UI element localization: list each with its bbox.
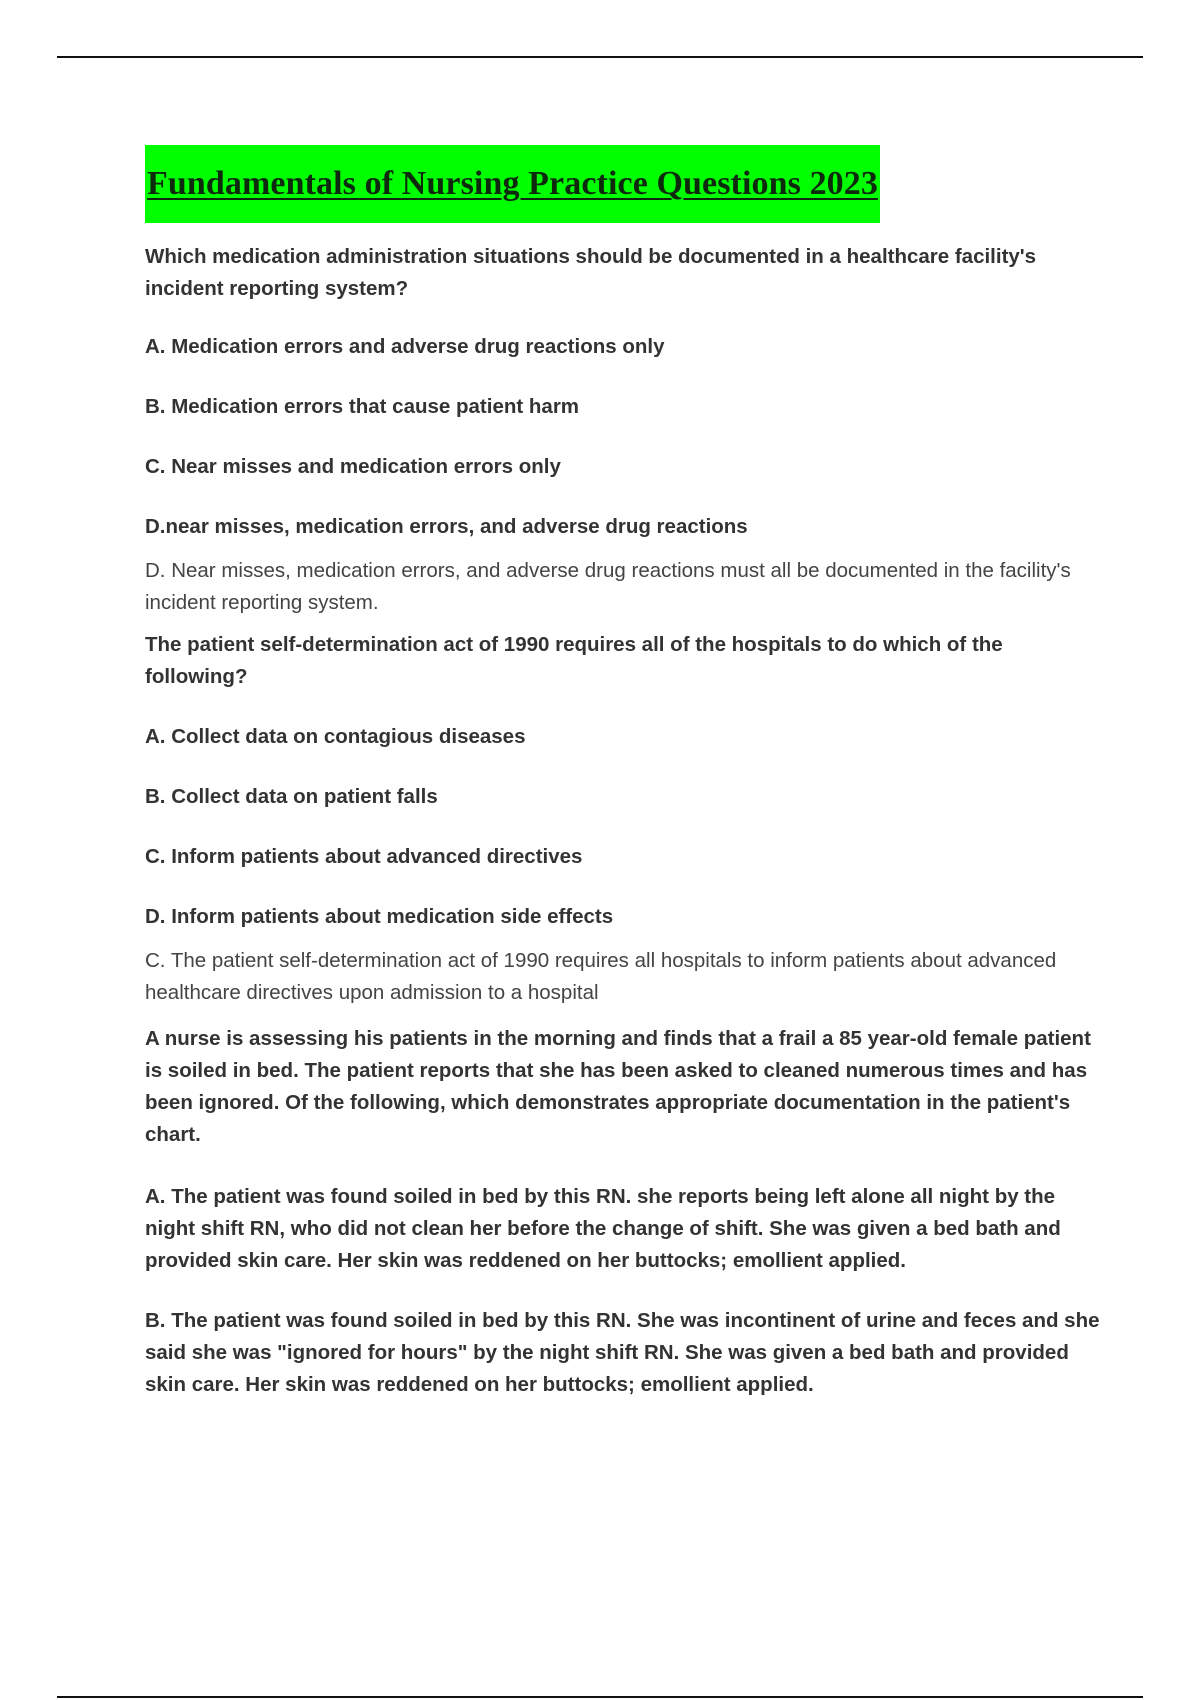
- q1-option-d: D.near misses, medication errors, and adverse drug reactions: [145, 515, 748, 538]
- question-3: A nurse is assessing his patients in the morning and finds that a frail a 85 year-old female patient is soiled in bed. The patient reports that she has been asked to cleaned numerous times and has been ignored. Of the following, which demonstrates appropriate documentation in the patient's chart.: [145, 1027, 1091, 1146]
- q3-option-a: A. The patient was found soiled in bed by this RN. she reports being left alone all night by the night shift RN, who did not clean her before the change of shift. She was given a bed bath and provided skin care. Her skin was reddened on her buttocks; emollient applied.: [145, 1185, 1061, 1272]
- q2-option-d: D. Inform patients about medication side effects: [145, 905, 614, 928]
- q2-answer: C. The patient self-determination act of 1990 requires all hospitals to inform patients about advanced healthcare directives upon admission to a hospital: [145, 949, 1057, 1004]
- q2-option-b: B. Collect data on patient falls: [145, 785, 438, 808]
- q3-option-b: B. The patient was found soiled in bed by this RN. She was incontinent of urine and feces and she said she was "ignored for hours" by the night shift RN. She was given a bed bath and provided skin care. Her skin was reddened on her buttocks; emollient applied.: [145, 1309, 1100, 1396]
- title-highlight: [145, 145, 880, 223]
- bottom-rule: [57, 1696, 1143, 1698]
- q1-option-c: C. Near misses and medication errors only: [145, 455, 561, 478]
- document-body: [145, 145, 1105, 1401]
- q1-answer: D. Near misses, medication errors, and adverse drug reactions must all be documented in the facility's incident reporting system.: [145, 559, 1071, 614]
- question-2: The patient self-determination act of 1990 requires all of the hospitals to do which of the following?: [145, 633, 1003, 688]
- q2-option-a: A. Collect data on contagious diseases: [145, 725, 526, 748]
- page-title: Fundamentals of Nursing Practice Questions 2023: [147, 165, 878, 202]
- q2-option-c: C. Inform patients about advanced directives: [145, 845, 583, 868]
- q1-option-a: A. Medication errors and adverse drug reactions only: [145, 335, 665, 358]
- q1-option-b: B. Medication errors that cause patient harm: [145, 395, 580, 418]
- top-rule: [57, 56, 1143, 58]
- question-1: Which medication administration situations should be documented in a healthcare facility's incident reporting system?: [145, 245, 1037, 300]
